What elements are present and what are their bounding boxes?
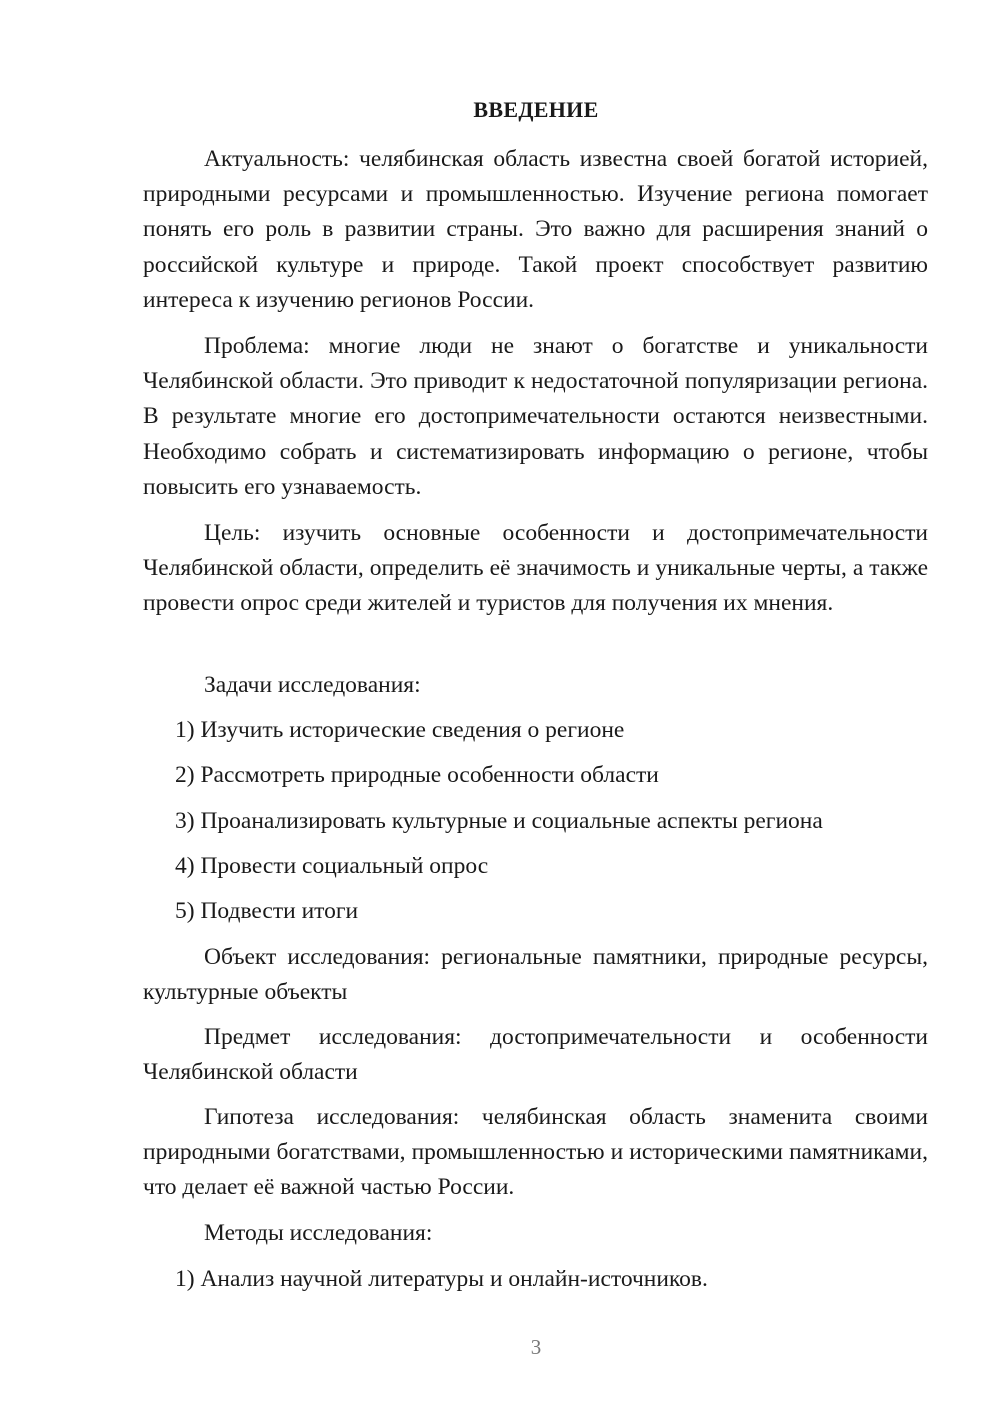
tasks-heading: Задачи исследования: [204,672,421,698]
methods-heading: Методы исследования: [204,1220,433,1246]
task-item: 2) Рассмотреть природные особенности области [175,762,659,788]
page-number: 3 [530,1335,542,1359]
object-paragraph: Объект исследования: региональные памятники, природные ресурсы, культурные объекты [143,944,928,1006]
page-title: ВВЕДЕНИЕ [473,97,599,122]
task-item: 4) Провести социальный опрос [175,853,489,879]
hypothesis-paragraph: Гипотеза исследования: челябинская область знаменита своими природными богатствами, промышленностью и историческими памятниками, что делает её важной частью России. [143,1104,928,1201]
goal-paragraph: Цель: изучить основные особенности и достопримечательности Челябинской области, определить её значимость и уникальные черты, а также провести опрос среди жителей и туристов для получения их мнения. [143,520,928,617]
task-item: 5) Подвести итоги [175,898,359,924]
task-item: 1) Изучить исторические сведения о регионе [175,717,625,743]
task-item: 3) Проанализировать культурные и социальные аспекты региона [175,808,823,834]
method-item: 1) Анализ научной литературы и онлайн-источников. [175,1266,708,1292]
relevance-paragraph: Актуальность: челябинская область известна своей богатой историей, природными ресурсами и промышленностью. Изучение региона помогает понять его роль в развитии страны. Это важно для расширения знаний о российской культуре и природе. Такой проект способствует развитию интереса к изучению регионов России. [143,146,928,313]
subject-paragraph: Предмет исследования: достопримечательности и особенности Челябинской области [143,1024,928,1086]
problem-paragraph: Проблема: многие люди не знают о богатстве и уникальности Челябинской области. Это приводит к недостаточной популяризации региона. В результате многие его достопримечательности остаются неизвестными. Необходимо собрать и систематизировать информацию о регионе, чтобы повысить его узнаваемость. [143,333,928,500]
